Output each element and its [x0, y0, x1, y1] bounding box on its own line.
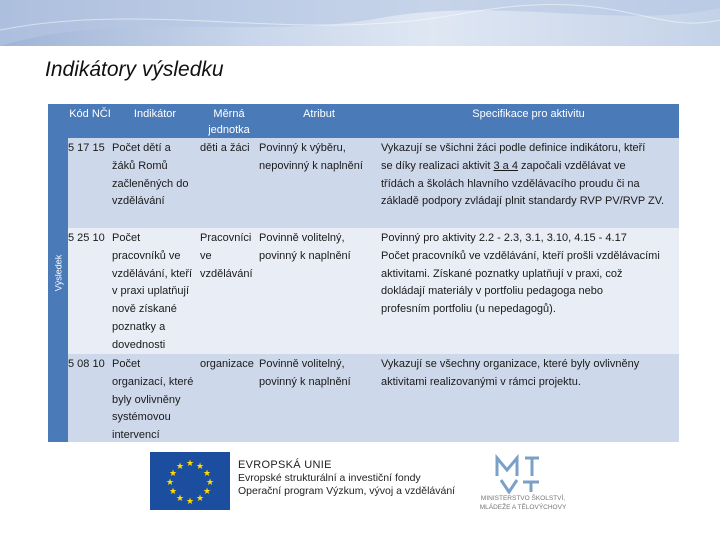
- svg-text:★: ★: [195, 462, 205, 472]
- top-decorative-band: [0, 0, 720, 46]
- row3-indicator: Počet organizací, které byly ovlivněny systémovou intervencí: [112, 358, 194, 442]
- svg-text:★: ★: [175, 462, 185, 472]
- svg-text:★: ★: [205, 478, 215, 488]
- row2-code: 5 25 10: [68, 232, 105, 244]
- slide-title: Indikátory výsledku: [45, 58, 224, 81]
- svg-text:★: ★: [165, 478, 175, 488]
- row1-indicator: Počet dětí a žáků Romů začleněných do vzdělávání: [112, 142, 189, 208]
- header-unit: Měrná jednotka: [198, 104, 260, 138]
- row1-code: 5 17 15: [68, 142, 105, 154]
- svg-text:★: ★: [175, 494, 185, 504]
- row2-unit: Pracovníci ve vzdělávání: [200, 232, 253, 280]
- ministry-logo-icon: [493, 454, 543, 494]
- row1-attribute: Povinný k výběru, nepovinný k naplnění: [259, 142, 363, 172]
- row2-spec: Povinný pro aktivity 2.2 - 2.3, 3.1, 3.10, 4.15 - 4.17 Počet pracovníků ve vzdělávání, kteří prošli vzdělávacími aktivitami. Získané poznatky uplatňují v praxi, což dokládají materiály v portfoliu pedagoga nebo profesním portfoliu (u nepedagogů).: [381, 232, 660, 316]
- header-spec: Specifikace pro aktivitu: [378, 104, 679, 138]
- row3-attribute: Povinně volitelný, povinný k naplnění: [259, 358, 351, 388]
- row3-code: 5 08 10: [68, 358, 105, 370]
- svg-text:★: ★: [202, 469, 212, 479]
- svg-text:★: ★: [195, 494, 205, 504]
- side-label-text: Výsledek: [53, 254, 63, 292]
- side-label: [48, 104, 68, 442]
- band-pattern: [0, 0, 720, 46]
- svg-text:★: ★: [185, 459, 195, 469]
- eu-text-block: EVROPSKÁ UNIE Evropské strukturální a investiční fondy Operační program Výzkum, vývoj a vzdělávání: [238, 459, 456, 497]
- header-indicator: Indikátor: [112, 104, 198, 138]
- row2-attribute: Povinně volitelný, povinný k naplnění: [259, 232, 351, 262]
- eu-stars-icon: [150, 452, 230, 510]
- svg-text:★: ★: [202, 487, 212, 497]
- svg-text:★: ★: [185, 497, 195, 507]
- row3-unit: organizace: [200, 358, 254, 370]
- row3-spec: Vykazují se všechny organizace, které byly ovlivněny aktivitami realizovanými v rámci projektu.: [381, 358, 640, 388]
- eu-flag-logo: [150, 452, 230, 510]
- ministry-text: MINISTERSTVO ŠKOLSTVÍ, MLÁDEŽE A TĚLOVÝCHOVY: [479, 495, 567, 511]
- row1-unit: děti a žáci: [200, 142, 250, 154]
- svg-text:★: ★: [168, 469, 178, 479]
- row2-indicator: Počet pracovníků ve vzdělávání, kteří v praxi uplatňují nově získané poznatky a dovednosti: [112, 232, 193, 351]
- row1-spec: Vykazují se všichni žáci podle definice indikátoru, kteří se díky realizaci aktivit 3 a 4 započali vzdělávat ve třídách a školách hlavního vzdělávacího proudu či na základě podpory zvládají plnit standardy RVP PV/RVP ZV.: [381, 142, 665, 208]
- header-attribute: Atribut: [260, 104, 378, 138]
- header-code: Kód NČI: [68, 104, 112, 138]
- svg-text:★: ★: [168, 487, 178, 497]
